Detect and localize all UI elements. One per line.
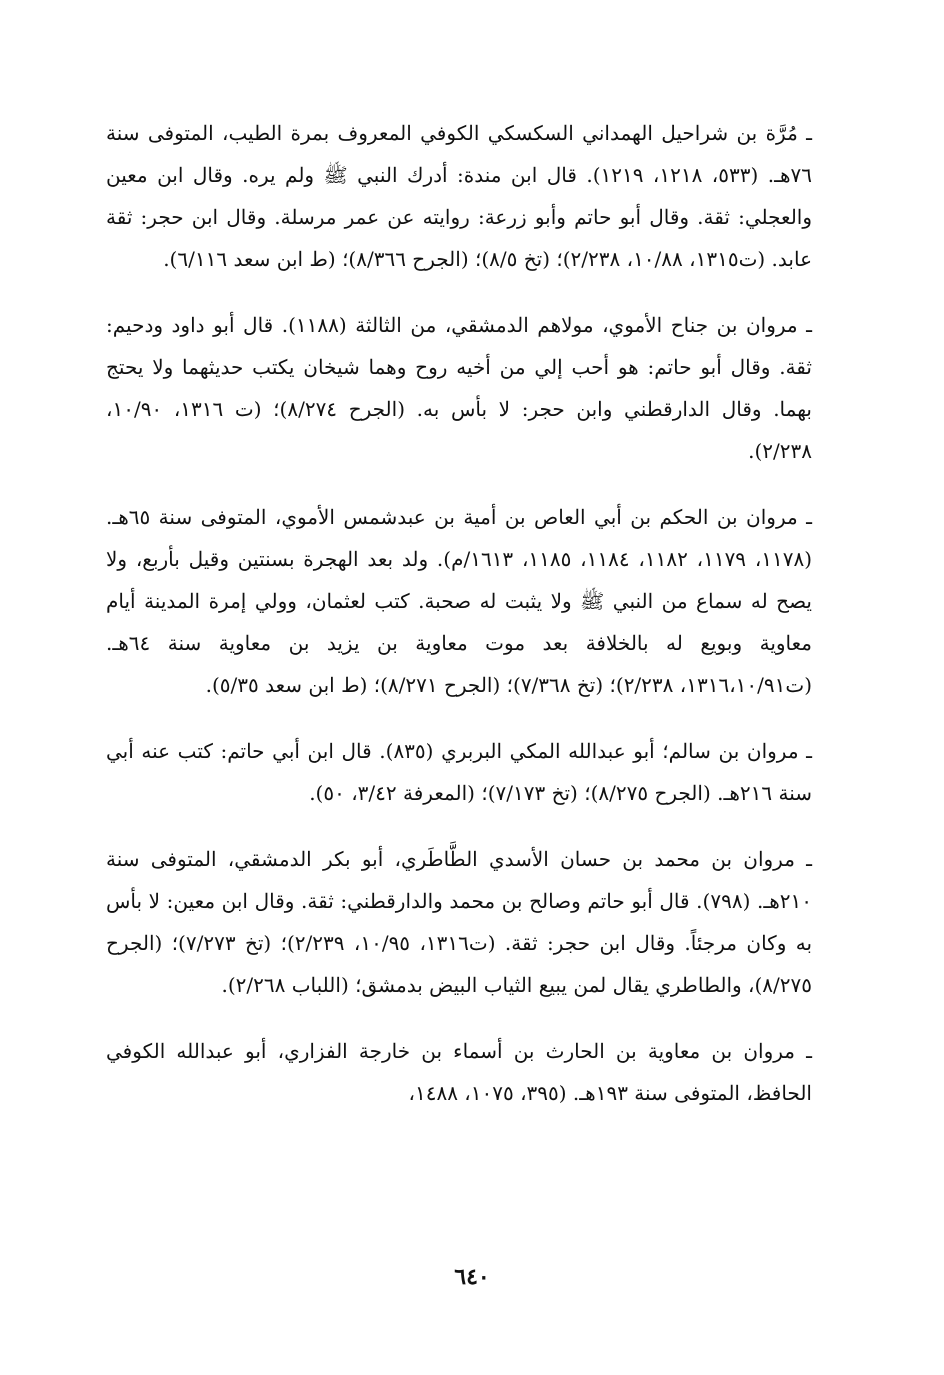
entry-text: ـ مُرَّة بن شراحيل الهمداني السكسكي الكوفي المعروف بمرة الطيب، المتوفى سنة ٧٦هـ. (٥٣٣، ١٢١٨، ١٢١٩). قال ابن مندة: أدرك النبي ﷺ ولم يره. وقال ابن معين والعجلي: ثقة. وقال أبو حاتم وأبو زرعة: روايته عن عمر مرسلة. وقال ابن حجر: ثقة عابد. (ت١٣١٥، ١٠/٨٨، ٢/٢٣٨)؛ (تخ ٨/٥)؛ (الجرح ٨/٣٦٦)؛ (ط ابن سعد ٦/١١٦). xyxy=(106,121,812,271)
entry-text: ـ مروان بن جناح الأموي، مولاهم الدمشقي، من الثالثة (١١٨٨). قال أبو داود ودحيم: ثقة. وقال أبو حاتم: هو أحب إلي من أخيه روح وهما شيخان يكتب حديثهما ولا يحتج بهما. وقال الدارقطني وابن حجر: لا بأس به. (الجرح ٨/٢٧٤)؛ (ت ١٣١٦، ١٠/٩٠، ٢/٢٣٨). xyxy=(106,313,812,463)
entry-text: ـ مروان بن محمد بن حسان الأسدي الطَّاطَري، أبو بكر الدمشقي، المتوفى سنة ٢١٠هـ. (٧٩٨). قال أبو حاتم وصالح بن محمد والدارقطني: ثقة. وقال ابن معين: لا بأس به وكان مرجئاً. وقال ابن حجر: ثقة. (ت١٣١٦، ١٠/٩٥، ٢/٢٣٩)؛ (تخ ٧/٢٧٣)؛ (الجرح ٨/٢٧٥)، والطاطري يقال لمن يبيع الثياب البيض بدمشق؛ (اللباب ٢/٢٦٨). xyxy=(106,847,813,997)
page-number: ٦٤٠ xyxy=(454,1264,490,1290)
entry-marwan-ibn-muhammad xyxy=(106,838,812,1006)
entry-marwan-ibn-al-hakam xyxy=(106,496,812,706)
biography-entries xyxy=(106,112,812,1138)
entry-marwan-ibn-muawiya xyxy=(106,1030,812,1114)
entry-text: ـ مروان بن سالم؛ أبو عبدالله المكي البربري (٨٣٥). قال ابن أبي حاتم: كتب عنه أبي سنة ٢١٦هـ. (الجرح ٨/٢٧٥)؛ (تخ ٧/١٧٣)؛ (المعرفة ٣/٤٢، ٥٠). xyxy=(106,739,812,805)
entry-text: ـ مروان بن الحكم بن أبي العاص بن أمية بن عبدشمس الأموي، المتوفى سنة ٦٥هـ. (١١٧٨، ١١٧٩، ١١٨٢، ١١٨٤، ١١٨٥، ١٦١٣/م). ولد بعد الهجرة بسنتين وقيل بأربع، ولا يصح له سماع من النبي ﷺ ولا يثبت له صحبة. كتب لعثمان، وولي إمرة المدينة أيام معاوية وبويع له بالخلافة بعد موت معاوية بن يزيد بن معاوية سنة ٦٤هـ. (ت١٣١٦،١٠/٩١، ٢/٢٣٨)؛ (تخ ٧/٣٦٨)؛ (الجرح ٨/٢٧١)؛ (ط ابن سعد ٥/٣٥). xyxy=(106,505,813,697)
entry-marwan-ibn-janah xyxy=(106,304,812,472)
entry-marwan-ibn-salim xyxy=(106,730,812,814)
entry-text: ـ مروان بن معاوية بن الحارث بن أسماء بن خارجة الفزاري، أبو عبدالله الكوفي الحافظ، المتوفى سنة ١٩٣هـ. (٣٩٥، ١٠٧٥، ١٤٨٨، xyxy=(106,1039,812,1105)
entry-murra-ibn-sharahil xyxy=(106,112,812,280)
